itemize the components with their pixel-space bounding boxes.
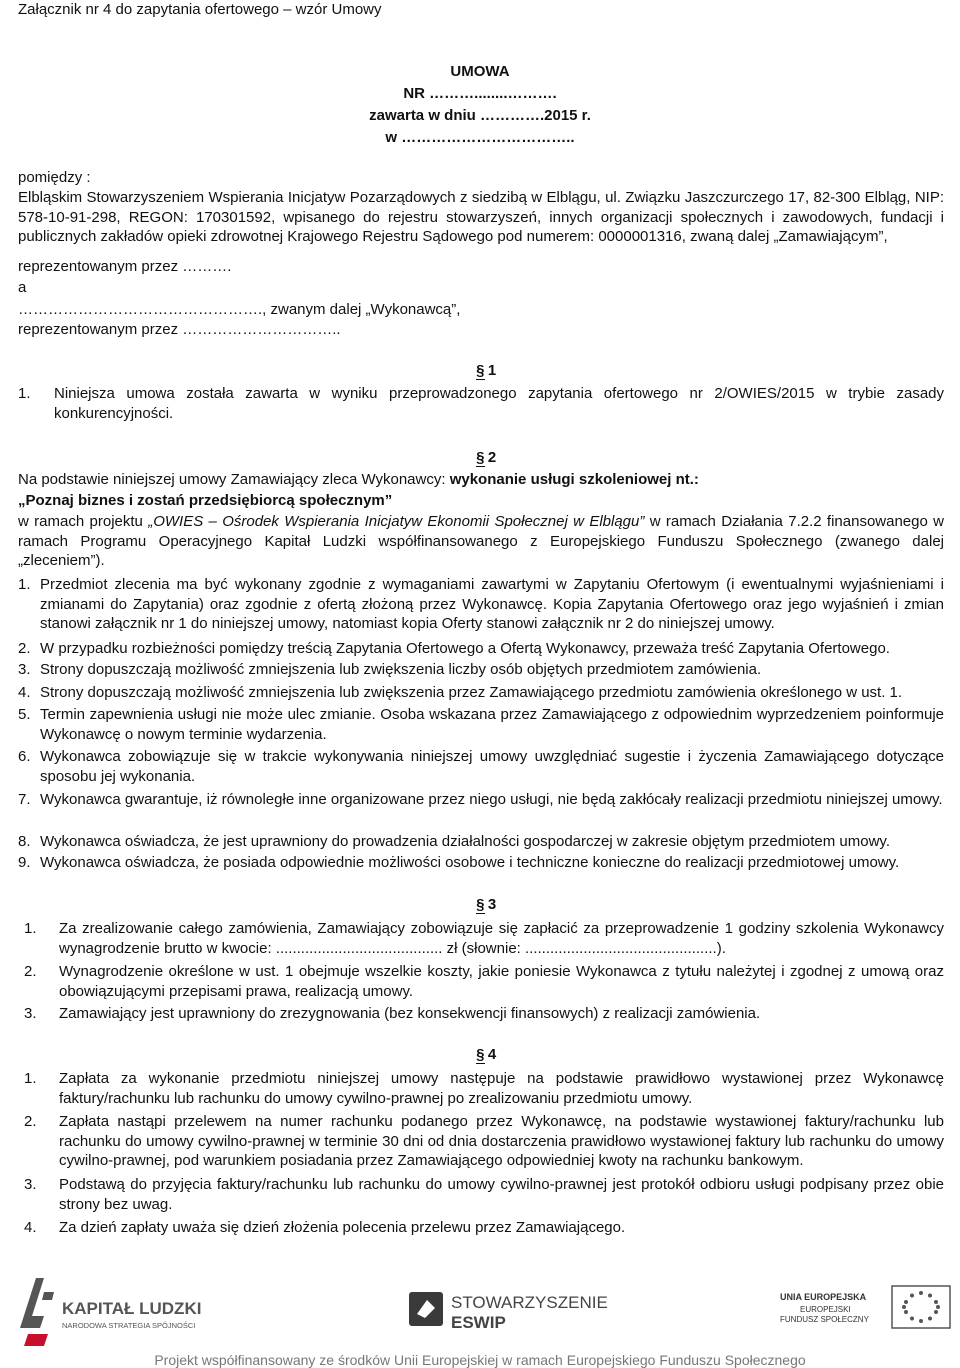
section-symbol: § — [476, 1046, 485, 1063]
parties-zamawiajacy: Elbląskim Stowarzyszeniem Wspierania Inicjatyw Pozarządowych z siedzibą w Elblągu, ul. Związku Jaszczurczego 17, 82-300 Elbląg, NIP: 578-10-91-298, REGON: 170301592, wpisanego do rejestru stowarzyszeń, innych organizacji społecznych i zawodowych, fundacji i publicznych zakładów opieki zdrowotnej Krajowego Rejestru Sądowego pod numerem: 0000001316, zwaną dalej „Zamawiającym”, — [18, 189, 944, 245]
s2-item-3: 3. Strony dopuszczają możliwość zmniejszenia lub zwiększenia liczby osób objętych przedmiotem zamówienia. — [18, 661, 762, 678]
s4-item-3: 3. Podstawą do przyjęcia faktury/rachunku lub rachunku do umowy cywilno-prawnej jest protokół odbioru usługi podpisany przez obie strony bez uwag. — [24, 1176, 944, 1213]
attachment-note: Załącznik nr 4 do zapytania ofertowego – wzór Umowy — [18, 1, 382, 18]
s2-item-4: 4. Strony dopuszczają możliwość zmniejszenia lub zwiększenia przez Zamawiającego przedmiotu zamówienia określonego w ust. 1. — [18, 684, 903, 701]
s2-project-description: w ramach projektu „OWIES – Ośrodek Wspierania Inicjatyw Ekonomii Społecznej w Elblągu” w ramach Działania 7.2.2 finansowanego w ramach Programu Operacyjnego Kapitał Ludzki współfinansowanego z Europejskiego Funduszu Społecznego (zwanego dalej „zleceniem”). — [18, 513, 944, 569]
title-place: w …………………………….. — [385, 129, 575, 146]
parties-wykonawca: …………………………………………., zwanym dalej „Wykonawcą”, — [18, 301, 461, 318]
title-umowa: UMOWA — [450, 63, 510, 80]
kapital-ludzki-logo — [14, 1270, 214, 1360]
section-2-heading: § 2 — [476, 449, 497, 466]
s4-item-4: 4. Za dzień zapłaty uważa się dzień złożenia polecenia przelewu przez Zamawiającego. — [24, 1219, 626, 1236]
s2-item-9: 9. Wykonawca oświadcza, że posiada odpowiednie możliwości osobowe i techniczne konieczne do realizacji przedmiotowej umowy. — [18, 854, 900, 871]
s2-item-6: 6. Wykonawca zobowiązuje się w trakcie wykonywania niniejszej umowy uwzględniać sugestie i życzenia Zamawiającego dotyczące sposobu jej wykonania. — [18, 748, 944, 785]
svg-text:FUNDUSZ SPOŁECZNY: FUNDUSZ SPOŁECZNY — [780, 1315, 869, 1324]
eswip-logo — [405, 1278, 615, 1348]
section-symbol: § — [476, 362, 485, 379]
wykonawca-representative: reprezentowanym przez ………………………….. — [18, 321, 341, 338]
s2-training-topic: „Poznaj biznes i zostań przedsiębiorcą społecznym” — [18, 492, 393, 509]
title-number: NR ………........………. — [403, 85, 557, 102]
svg-text:KAPITAŁ LUDZKI: KAPITAŁ LUDZKI — [62, 1299, 202, 1318]
svg-text:STOWARZYSZENIE: STOWARZYSZENIE — [451, 1293, 608, 1312]
eu-logo — [780, 1276, 955, 1356]
section-3-heading: § 3 — [476, 896, 497, 913]
parties-and: a — [18, 279, 27, 296]
s2-item-7: 7. Wykonawca gwarantuje, iż równoległe inne organizowane przez niego usługi, nie będą zakłócały realizacji przedmiotu niniejszej umowy. — [18, 791, 943, 808]
eu-flag-icon — [780, 1276, 955, 1356]
s2-item-1: 1. Przedmiot zlecenia ma być wykonany zgodnie z wymaganiami zawartymi w Zapytaniu Ofertowym (i ewentualnymi wyjaśnieniami i zmianami do Zapytania) oraz zgodnie z ofertą złożoną przez Wykonawcę. Kopia Zapytania Ofertowego oraz jego wyjaśnień i zmian stanowi załącznik nr 1 do niniejszej umowy, natomiast kopia Oferty stanowi załącznik nr 2 do niniejszej umowy. — [18, 576, 944, 632]
footer-cofinancing-note: Projekt współfinansowany ze środków Unii Europejskiej w ramach Europejskiego Funduszu Społecznego — [154, 1352, 806, 1368]
s2-item-5: 5. Termin zapewnienia usługi nie może ulec zmianie. Osoba wskazana przez Zamawiającego z odpowiednim wyprzedzeniem poinformuje Wykonawcę o nowym terminie wydarzenia. — [18, 706, 944, 743]
section-symbol: § — [476, 449, 485, 466]
s2-item-8: 8. Wykonawca oświadcza, że jest uprawniony do prowadzenia działalności gospodarczej w zakresie objętym przedmiotem umowy. — [18, 833, 890, 850]
svg-text:EUROPEJSKI: EUROPEJSKI — [800, 1305, 851, 1314]
s2-item-2: 2. W przypadku rozbieżności pomiędzy treścią Zapytania Ofertowego a Ofertą Wykonawcy, przeważa treść Zapytania Ofertowego. — [18, 640, 890, 657]
section-symbol: § — [476, 896, 485, 913]
s1-item-1: 1. Niniejsza umowa została zawarta w wyniku przeprowadzonego zapytania ofertowego nr 2/OWIES/2015 w trybie zasady konkurencyjności. — [18, 385, 944, 422]
svg-text:ESWIP: ESWIP — [451, 1313, 506, 1332]
s2-intro: Na podstawie niniejszej umowy Zamawiający zleca Wykonawcy: wykonanie usługi szkoleniowej nt.: — [18, 471, 699, 488]
s3-item-3: 3. Zamawiający jest uprawniony do zrezygnowania (bez konsekwencji finansowych) z realizacji zamówienia. — [24, 1005, 761, 1022]
footer-logos — [0, 1258, 960, 1368]
zamawiajacy-representative: reprezentowanym przez ………. — [18, 258, 232, 275]
svg-text:UNIA EUROPEJSKA: UNIA EUROPEJSKA — [780, 1292, 867, 1302]
kapital-ludzki-emblem-icon — [14, 1270, 214, 1360]
s3-item-1: 1. Za zrealizowanie całego zamówienia, Zamawiający zobowiązuje się zapłacić za przeprowadzenie 1 godziny szkolenia Wykonawcy wynagrodzenie brutto w kwocie: ........................................ zł (słownie: ..............................................). — [24, 920, 944, 957]
svg-text:NARODOWA STRATEGIA SPÓJNOŚCI: NARODOWA STRATEGIA SPÓJNOŚCI — [62, 1321, 196, 1330]
section-1-heading: § 1 — [476, 362, 497, 379]
section-4-heading: § 4 — [476, 1046, 497, 1063]
eswip-emblem-icon — [405, 1278, 615, 1348]
s4-item-1: 1. Zapłata za wykonanie przedmiotu niniejszej umowy następuje na podstawie prawidłowo wystawionej przez Wykonawcę faktury/rachunku lub rachunku do umowy cywilno-prawnej po zrealizowaniu przedmiotu umowy. — [24, 1070, 944, 1107]
parties-between: pomiędzy : — [18, 169, 91, 186]
s3-item-2: 2. Wynagrodzenie określone w ust. 1 obejmuje wszelkie koszty, jakie poniesie Wykonawca z tytułu należytej i zgodnej z umową oraz obowiązującymi przepisami prawa, realizacją umowy. — [24, 963, 944, 1000]
s4-item-2: 2. Zapłata nastąpi przelewem na numer rachunku podanego przez Wykonawcę, na podstawie wystawionej faktury/rachunku lub rachunku do umowy cywilno-prawnej w terminie 30 dni od dnia dostarczenia prawidłowo wystawionej faktury lub rachunku do umowy cywilno-prawnej, pod warunkiem posiadania przez Zamawiającego odpowiedniej kwoty na rachunku bankowym. — [24, 1113, 944, 1169]
title-date: zawarta w dniu ………….2015 r. — [369, 107, 591, 124]
